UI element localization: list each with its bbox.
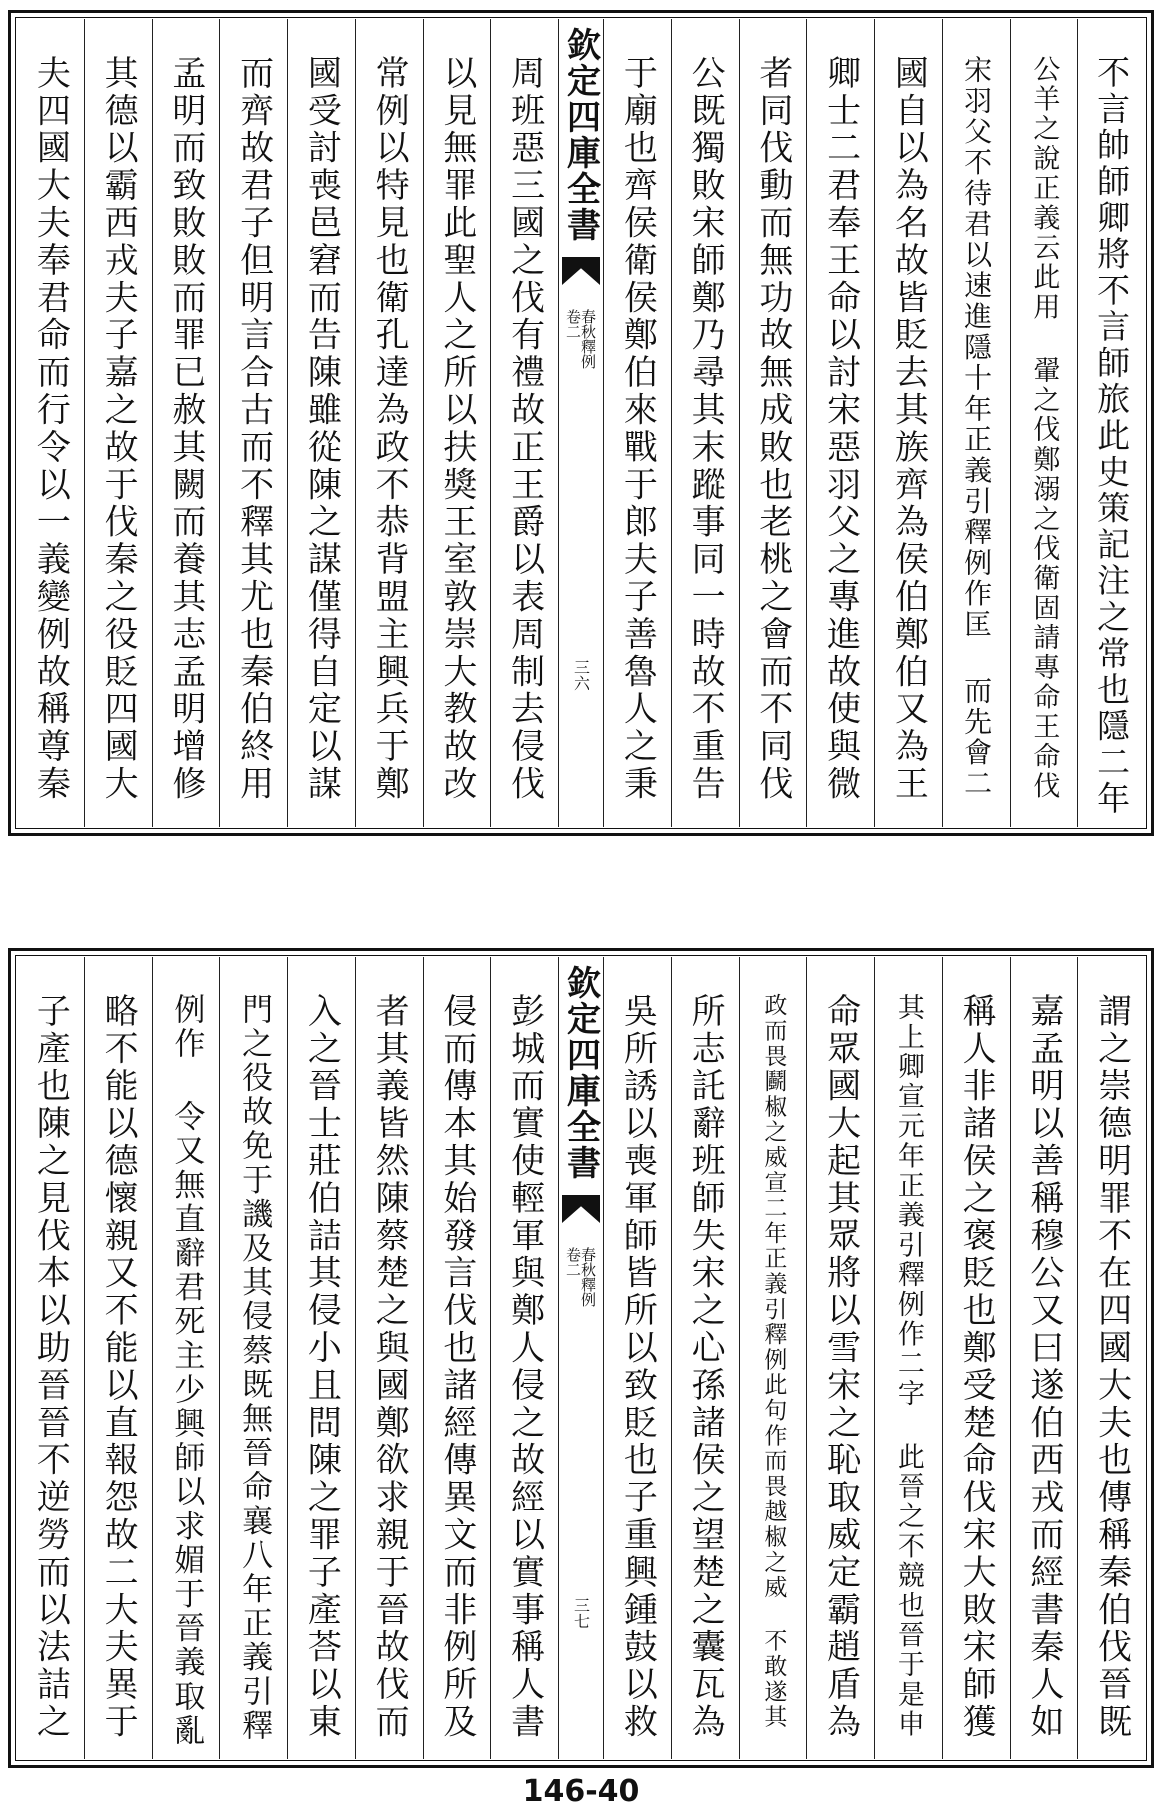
column-text: 命眾國大起其眾將以雪宋之恥取威定霸趙盾為 (820, 993, 861, 1741)
column-text: 周班惡三國之伐有禮故正王爵以表周制去侵伐 (504, 55, 545, 803)
text-column (739, 957, 807, 1759)
column-text: 國受討喪邑窘而告陳雖從陳之謀僅得自定以謀 (301, 55, 342, 803)
text-column (671, 19, 739, 827)
text-column (603, 957, 671, 1759)
column-text: 公既獨敗宋師鄭乃尋其末蹤事同一時故不重告 (685, 55, 726, 803)
column-text: 嘉孟明以善稱穆公又曰遂伯西戎而經書秦人如 (1023, 993, 1064, 1741)
column-text: 稱人非諸侯之褒貶也鄭受楚命伐宋大敗宋師獲 (956, 993, 997, 1741)
text-column (355, 957, 423, 1759)
column-text: 政而畏鬬椒之威宣二年正義引釋例此句作而畏越椒之威 不敢遂其 (760, 993, 787, 1730)
text-column (806, 957, 874, 1759)
text-column (806, 19, 874, 827)
text-column (287, 19, 355, 827)
fold-spine (558, 957, 603, 1759)
column-text: 吳所誘以喪軍師皆所以致貶也子重興鍾鼓以救 (617, 993, 658, 1741)
column-text: 例作 令又無直辭君死主少興師以求媚于晉義取亂 (168, 993, 205, 1749)
text-column (287, 957, 355, 1759)
text-column (874, 957, 942, 1759)
text-column (1077, 19, 1145, 827)
column-text: 夫四國大夫奉君命而行令以一義變例故稱尊秦 (30, 55, 71, 803)
text-column (942, 19, 1010, 827)
column-text: 其上卿宣元年正義引釋例作二字 此晉之不競也晉于是申 (892, 993, 924, 1740)
fold-spine (558, 19, 603, 827)
column-text: 入之晉士莊伯詰其侵小且問陳之罪子產荅以東 (301, 993, 342, 1741)
text-column (1077, 957, 1145, 1759)
page-top (8, 10, 1154, 836)
text-column (490, 957, 558, 1759)
text-column (1010, 957, 1078, 1759)
text-column (355, 19, 423, 827)
text-column (1010, 19, 1078, 827)
column-text: 宋羽父不待君以速進隱十年正義引釋例作匡 而先會二 (960, 55, 994, 800)
page-bottom (8, 948, 1154, 1768)
text-column (874, 19, 942, 827)
text-column (152, 957, 220, 1759)
text-column (603, 19, 671, 827)
column-text: 者其義皆然陳蔡楚之與國鄭欲求親于晉故伐而 (369, 993, 410, 1741)
text-column (219, 957, 287, 1759)
text-column (17, 957, 84, 1759)
column-text: 不言帥師卿將不言師旅此史策記注之常也隱二年 (1092, 55, 1132, 818)
text-columns (17, 957, 1145, 1759)
spine-book-name: 春秋釋例 (579, 309, 597, 369)
spine-page-number: 三六 (571, 659, 591, 691)
spine-book-name: 春秋釋例 (579, 1247, 597, 1307)
text-column (423, 957, 491, 1759)
column-text: 而齊故君子但明言合古而不釋其尤也秦伯終用 (233, 55, 274, 803)
column-text: 所志託辭班師失宋之心孫諸侯之望楚之囊瓦為 (685, 993, 726, 1741)
column-text: 以見無罪此聖人之所以扶獎王室敦崇大教故改 (436, 55, 477, 803)
column-text: 其德以霸西戎夫子嘉之故于伐秦之役貶四國大 (98, 55, 139, 803)
fish-tail-mark-icon (562, 257, 600, 285)
column-text: 謂之崇德明罪不在四國大夫也傳稱秦伯伐晉既 (1091, 993, 1132, 1741)
column-text: 公羊之說正義云此用 翬之伐鄭溺之伐衛固請專命王命伐 (1028, 55, 1060, 802)
column-text: 國自以為名故皆貶去其族齊為侯伯鄭伯又為王 (888, 55, 929, 803)
text-column (152, 19, 220, 827)
spine-title: 欽定四庫全書 (560, 27, 601, 243)
column-text: 略不能以德懷親又不能以直報怨故二大夫異于 (98, 993, 139, 1741)
column-text: 于廟也齊侯衛侯鄭伯來戰于郎夫子善魯人之秉 (617, 55, 658, 803)
column-text: 者同伐動而無功故無成敗也老桃之會而不同伐 (752, 55, 793, 803)
text-column (671, 957, 739, 1759)
text-columns (17, 19, 1145, 827)
text-column (739, 19, 807, 827)
spine-volume: 卷二 (564, 309, 582, 339)
text-column (17, 19, 84, 827)
column-text: 常例以特見也衛孔達為政不恭背盟主興兵于鄭 (369, 55, 410, 803)
text-column (84, 19, 152, 827)
page-number: 146-40 (522, 1774, 640, 1809)
column-text: 門之役故免于譏及其侵蔡既無晉命襄八年正義引釋 (236, 993, 273, 1744)
text-column (423, 19, 491, 827)
spine-volume: 卷二 (564, 1247, 582, 1277)
column-text: 孟明而致敗敗而罪已赦其闕而養其志孟明增修 (165, 55, 206, 803)
column-text: 彭城而實使輕軍與鄭人侵之故經以實事稱人書 (504, 993, 545, 1741)
text-column (219, 19, 287, 827)
column-text: 子產也陳之見伐本以助晉晉不逆勞而以法詰之 (30, 993, 71, 1741)
column-text: 卿士二君奉王命以討宋惡羽父之專進故使與微 (820, 55, 861, 803)
text-column (490, 19, 558, 827)
text-column (84, 957, 152, 1759)
spine-page-number: 三七 (571, 1597, 591, 1629)
fish-tail-mark-icon (562, 1195, 600, 1223)
text-column (942, 957, 1010, 1759)
column-text: 侵而傳本其始發言伐也諸經傳異文而非例所及 (436, 993, 477, 1741)
spine-title: 欽定四庫全書 (560, 965, 601, 1181)
